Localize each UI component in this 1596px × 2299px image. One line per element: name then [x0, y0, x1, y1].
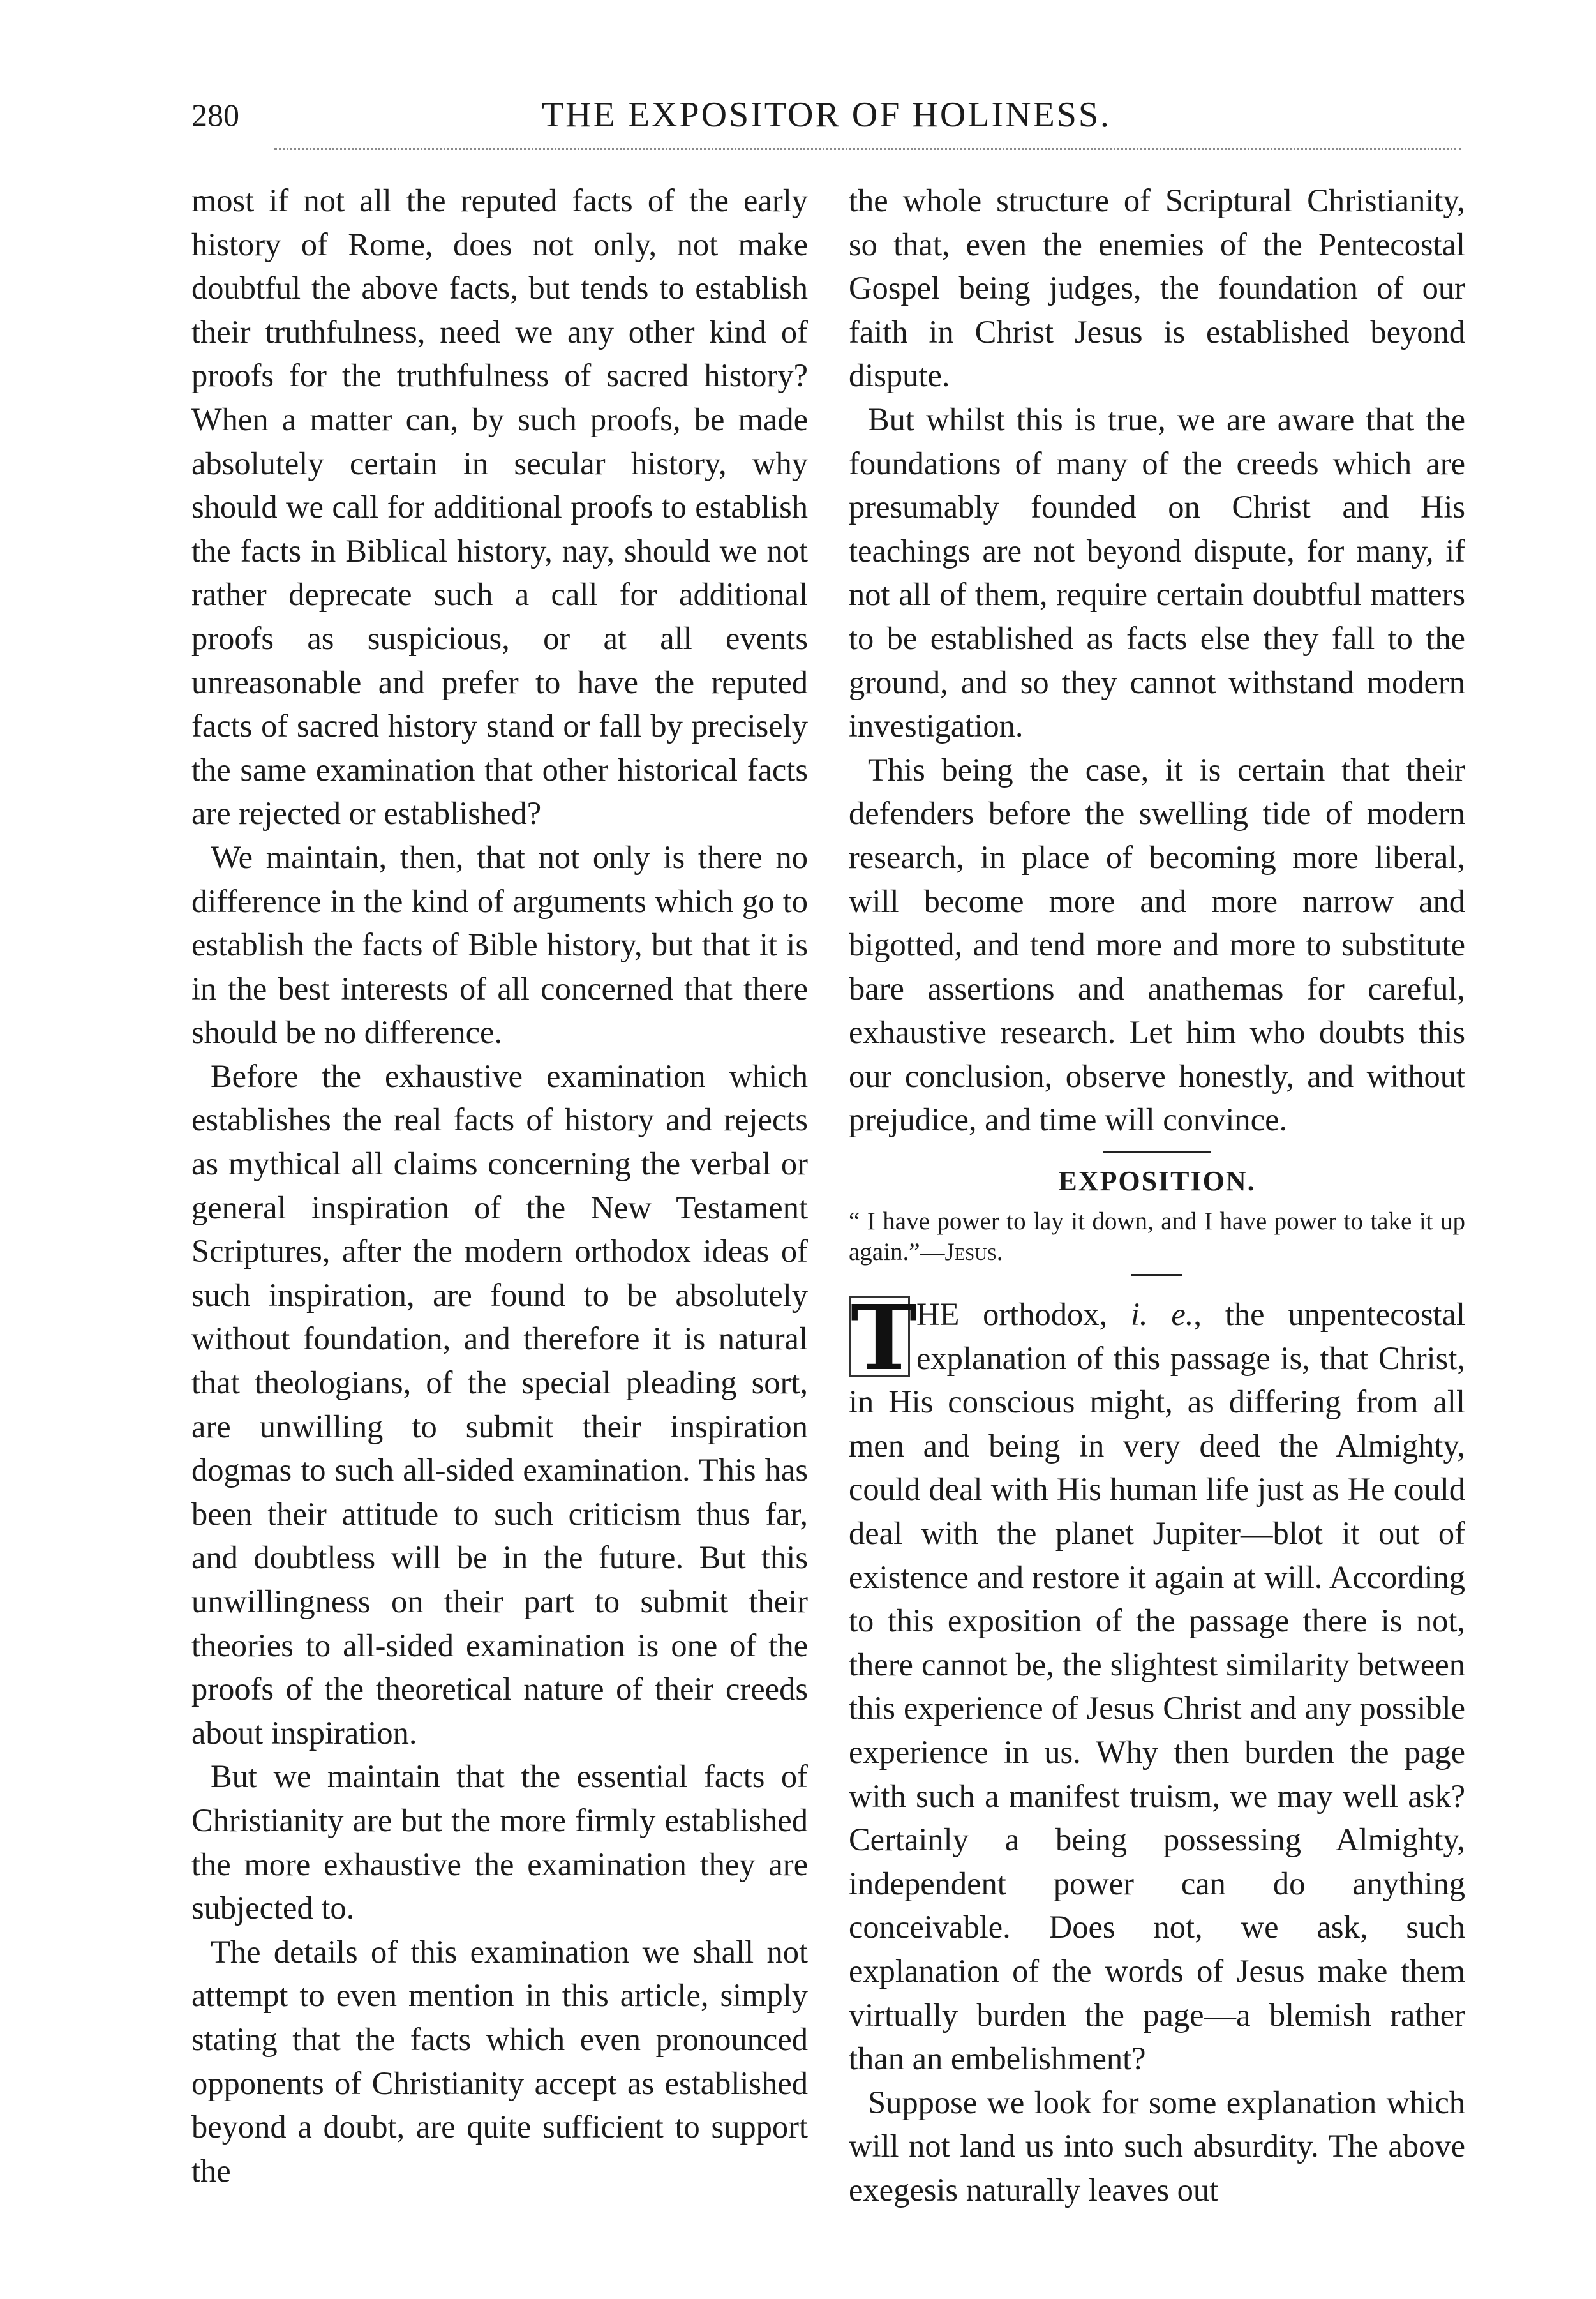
left-paragraph-5: The details of this examination we shall not attempt to even mention in this article, simply stating that the facts which even pronounced opponents of Christianity accept as established beyond a doubt, are quite sufficient to support the — [191, 1933, 808, 2189]
right-paragraph-2: But whilst this is true, we are aware that the foundations of many of the creeds which are presumably founded on Christ and His teachings are not beyond dispute, for many, if not all of them, require certain doubtful matters to be established as facts else they fall to the ground, and so they cannot withstand modern investigation. — [849, 401, 1465, 744]
right-column — [849, 179, 1465, 2212]
left-column — [191, 179, 808, 2192]
section-heading: EXPOSITION. — [1058, 1165, 1256, 1197]
drop-cap-initial: T — [849, 1296, 910, 1377]
right-paragraph-3: This being the case, it is certain that their defenders before the swelling tide of modern research, in place of becoming more liberal, will become more and more narrow and bigotted, and tend more and more to substitute bare assertions and anathemas for careful, exhaustive research. Let him who doubts this our conclusion, observe honestly, and without prejudice, and time will convince. — [849, 751, 1465, 1138]
exposition-ie: i. e. — [1130, 1296, 1194, 1333]
left-paragraph-2: We maintain, then, that not only is there no difference in the kind of arguments which go to establish the facts of Bible history, but that it is in the best interests of all concerned that there should be no difference. — [191, 839, 808, 1051]
epigraph-author: Jesus. — [944, 1238, 1003, 1266]
exposition-text-a: HE orthodox, — [916, 1296, 1131, 1333]
left-paragraph-3: Before the exhaustive examination which establishes the real facts of history and rejects as mythical all claims concerning the verbal or general inspiration of the New Testament Scriptures, after the modern orthodox ideas of such inspiration, are found to be absolutely without foundation, and therefore it is natural that theologians, of the special pleading sort, are unwilling to submit their inspiration dogmas to such all-sided examination. This has been their attitude to such criticism thus far, and doubtless will be in the future. But this unwillingness on their part to submit their theories to all-sided examination is one of the proofs of the theoretical nature of their creeds about inspiration. — [191, 1058, 808, 1751]
header-rule — [274, 148, 1461, 150]
left-paragraph-1: most if not all the reputed facts of the early history of Rome, does not only, not make doubtful the above facts, but tends to establish their truthfulness, need we any other kind of proofs for the truthfulness of sacred history? When a matter can, by such proofs, be made absolutely certain in secular history, why should we call for additional proofs to establish the facts in Biblical history, nay, should we not rather deprecate such a call for additional proofs as suspicious, or at all events unreasonable and prefer to have the reputed facts of sacred history stand or fall by precisely the same examination that other historical facts are rejected or established? — [191, 183, 808, 832]
epigraph — [849, 1206, 1465, 1268]
running-title: THE EXPOSITOR OF HOLINESS. — [541, 95, 1112, 135]
exposition-text-b: , the unpentecostal explanation of this passage is, that Christ, in His conscious might, as differing from all men and being in very deed the Almighty, could deal with His human life just as He could deal with the planet Jupiter—blot it out of existence and restore it again at will. According to this exposition of the passage there is not, there cannot be, the slightest similarity between this experience of Jesus Christ and any possible experience in us. Why then burden the page with such a manifest truism, we may well ask? Certainly a being possessing Almighty, independent power can do anything conceivable. Does not, we ask, such explanation of the words of Jesus make them virtually burden the page—a blemish rather than an embelishment? — [849, 1296, 1465, 2077]
right-paragraph-1: the whole structure of Scriptural Christianity, so that, even the enemies of the Pentecostal Gospel being judges, the foundation of our faith in Christ Jesus is established beyond dispute. — [849, 183, 1465, 394]
exposition-paragraph-2: Suppose we look for some explanation which will not land us into such absurdity. The above exegesis naturally leaves out — [849, 2084, 1465, 2208]
page-header — [191, 89, 1461, 140]
page-number: 280 — [191, 97, 239, 133]
epigraph-quote: “ I have power to lay it down, and I have power to take it up again.”— — [849, 1208, 1465, 1266]
epigraph-divider — [1131, 1274, 1182, 1276]
left-paragraph-4: But we maintain that the essential facts of Christianity are but the more firmly established the more exhaustive the examination they are subjected to. — [191, 1758, 808, 1926]
section-divider — [1103, 1151, 1211, 1153]
exposition-paragraph-1 — [849, 1286, 1465, 2081]
